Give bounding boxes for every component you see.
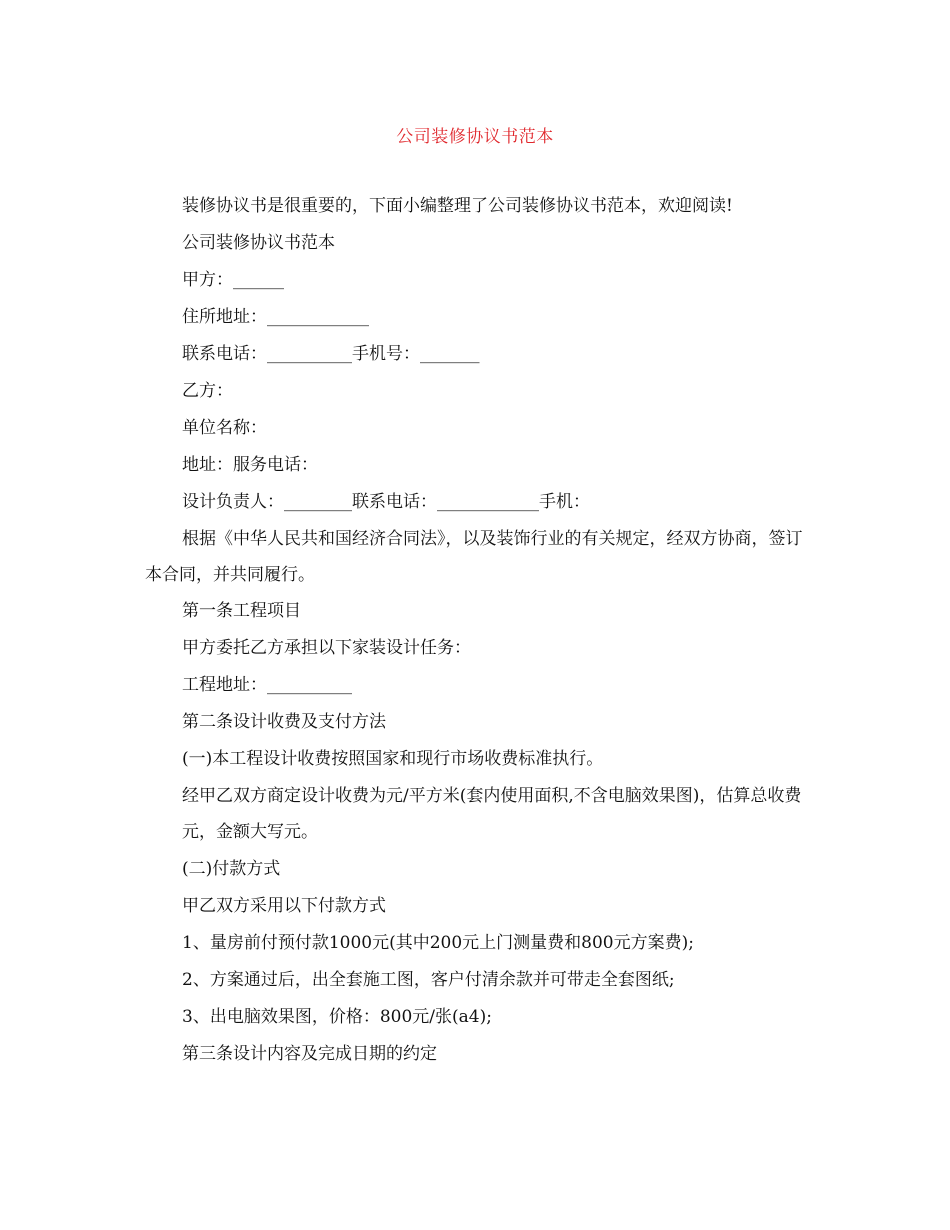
designer-contact-line: 设计负责人：________联系电话：____________手机： <box>182 492 590 512</box>
document-body <box>145 188 805 1073</box>
party-a-phone-line: 联系电话：__________手机号：_______ <box>182 344 480 364</box>
project-address-line: 工程地址：__________ <box>182 675 352 695</box>
payment-method-intro: 甲乙双方采用以下付款方式 <box>182 896 386 916</box>
subtitle-paragraph: 公司装修协议书范本 <box>182 233 335 253</box>
fee-standard-line: (一)本工程设计收费按照国家和现行市场收费标准执行。 <box>182 749 604 769</box>
address-service-phone-line: 地址：服务电话： <box>182 455 318 475</box>
legal-basis-paragraph: 根据《中华人民共和国经济合同法》，以及装饰行业的有关规定，经双方协商，签订本合同，并共同履行。 <box>145 529 803 585</box>
party-a-address-line: 住所地址：____________ <box>182 307 369 327</box>
payment-item-2: 2、方案通过后，出全套施工图，客户付清余款并可带走全套图纸; <box>182 970 675 990</box>
company-name-line: 单位名称： <box>182 418 267 438</box>
fee-amount-line: 元，金额大写元。 <box>182 822 318 842</box>
document-title: 公司装修协议书范本 <box>396 127 554 147</box>
payment-item-3: 3、出电脑效果图，价格：800元/张(a4); <box>182 1007 492 1027</box>
intro-paragraph: 装修协议书是很重要的，下面小编整理了公司装修协议书范本，欢迎阅读! <box>182 196 733 216</box>
fee-agreement-paragraph: 经甲乙双方商定设计收费为元/平方米(套内使用面积,不含电脑效果图)，估算总收费 <box>182 786 802 806</box>
commission-line: 甲方委托乙方承担以下家装设计任务： <box>182 638 471 658</box>
party-b-line: 乙方： <box>182 381 233 401</box>
article-3-heading: 第三条设计内容及完成日期的约定 <box>182 1044 437 1064</box>
article-1-heading: 第一条工程项目 <box>182 601 301 621</box>
party-a-line: 甲方：______ <box>182 270 284 290</box>
article-2-heading: 第二条设计收费及支付方法 <box>182 712 386 732</box>
payment-item-1: 1、量房前付预付款1000元(其中200元上门测量费和800元方案费); <box>182 933 694 953</box>
payment-method-heading: (二)付款方式 <box>182 859 281 879</box>
